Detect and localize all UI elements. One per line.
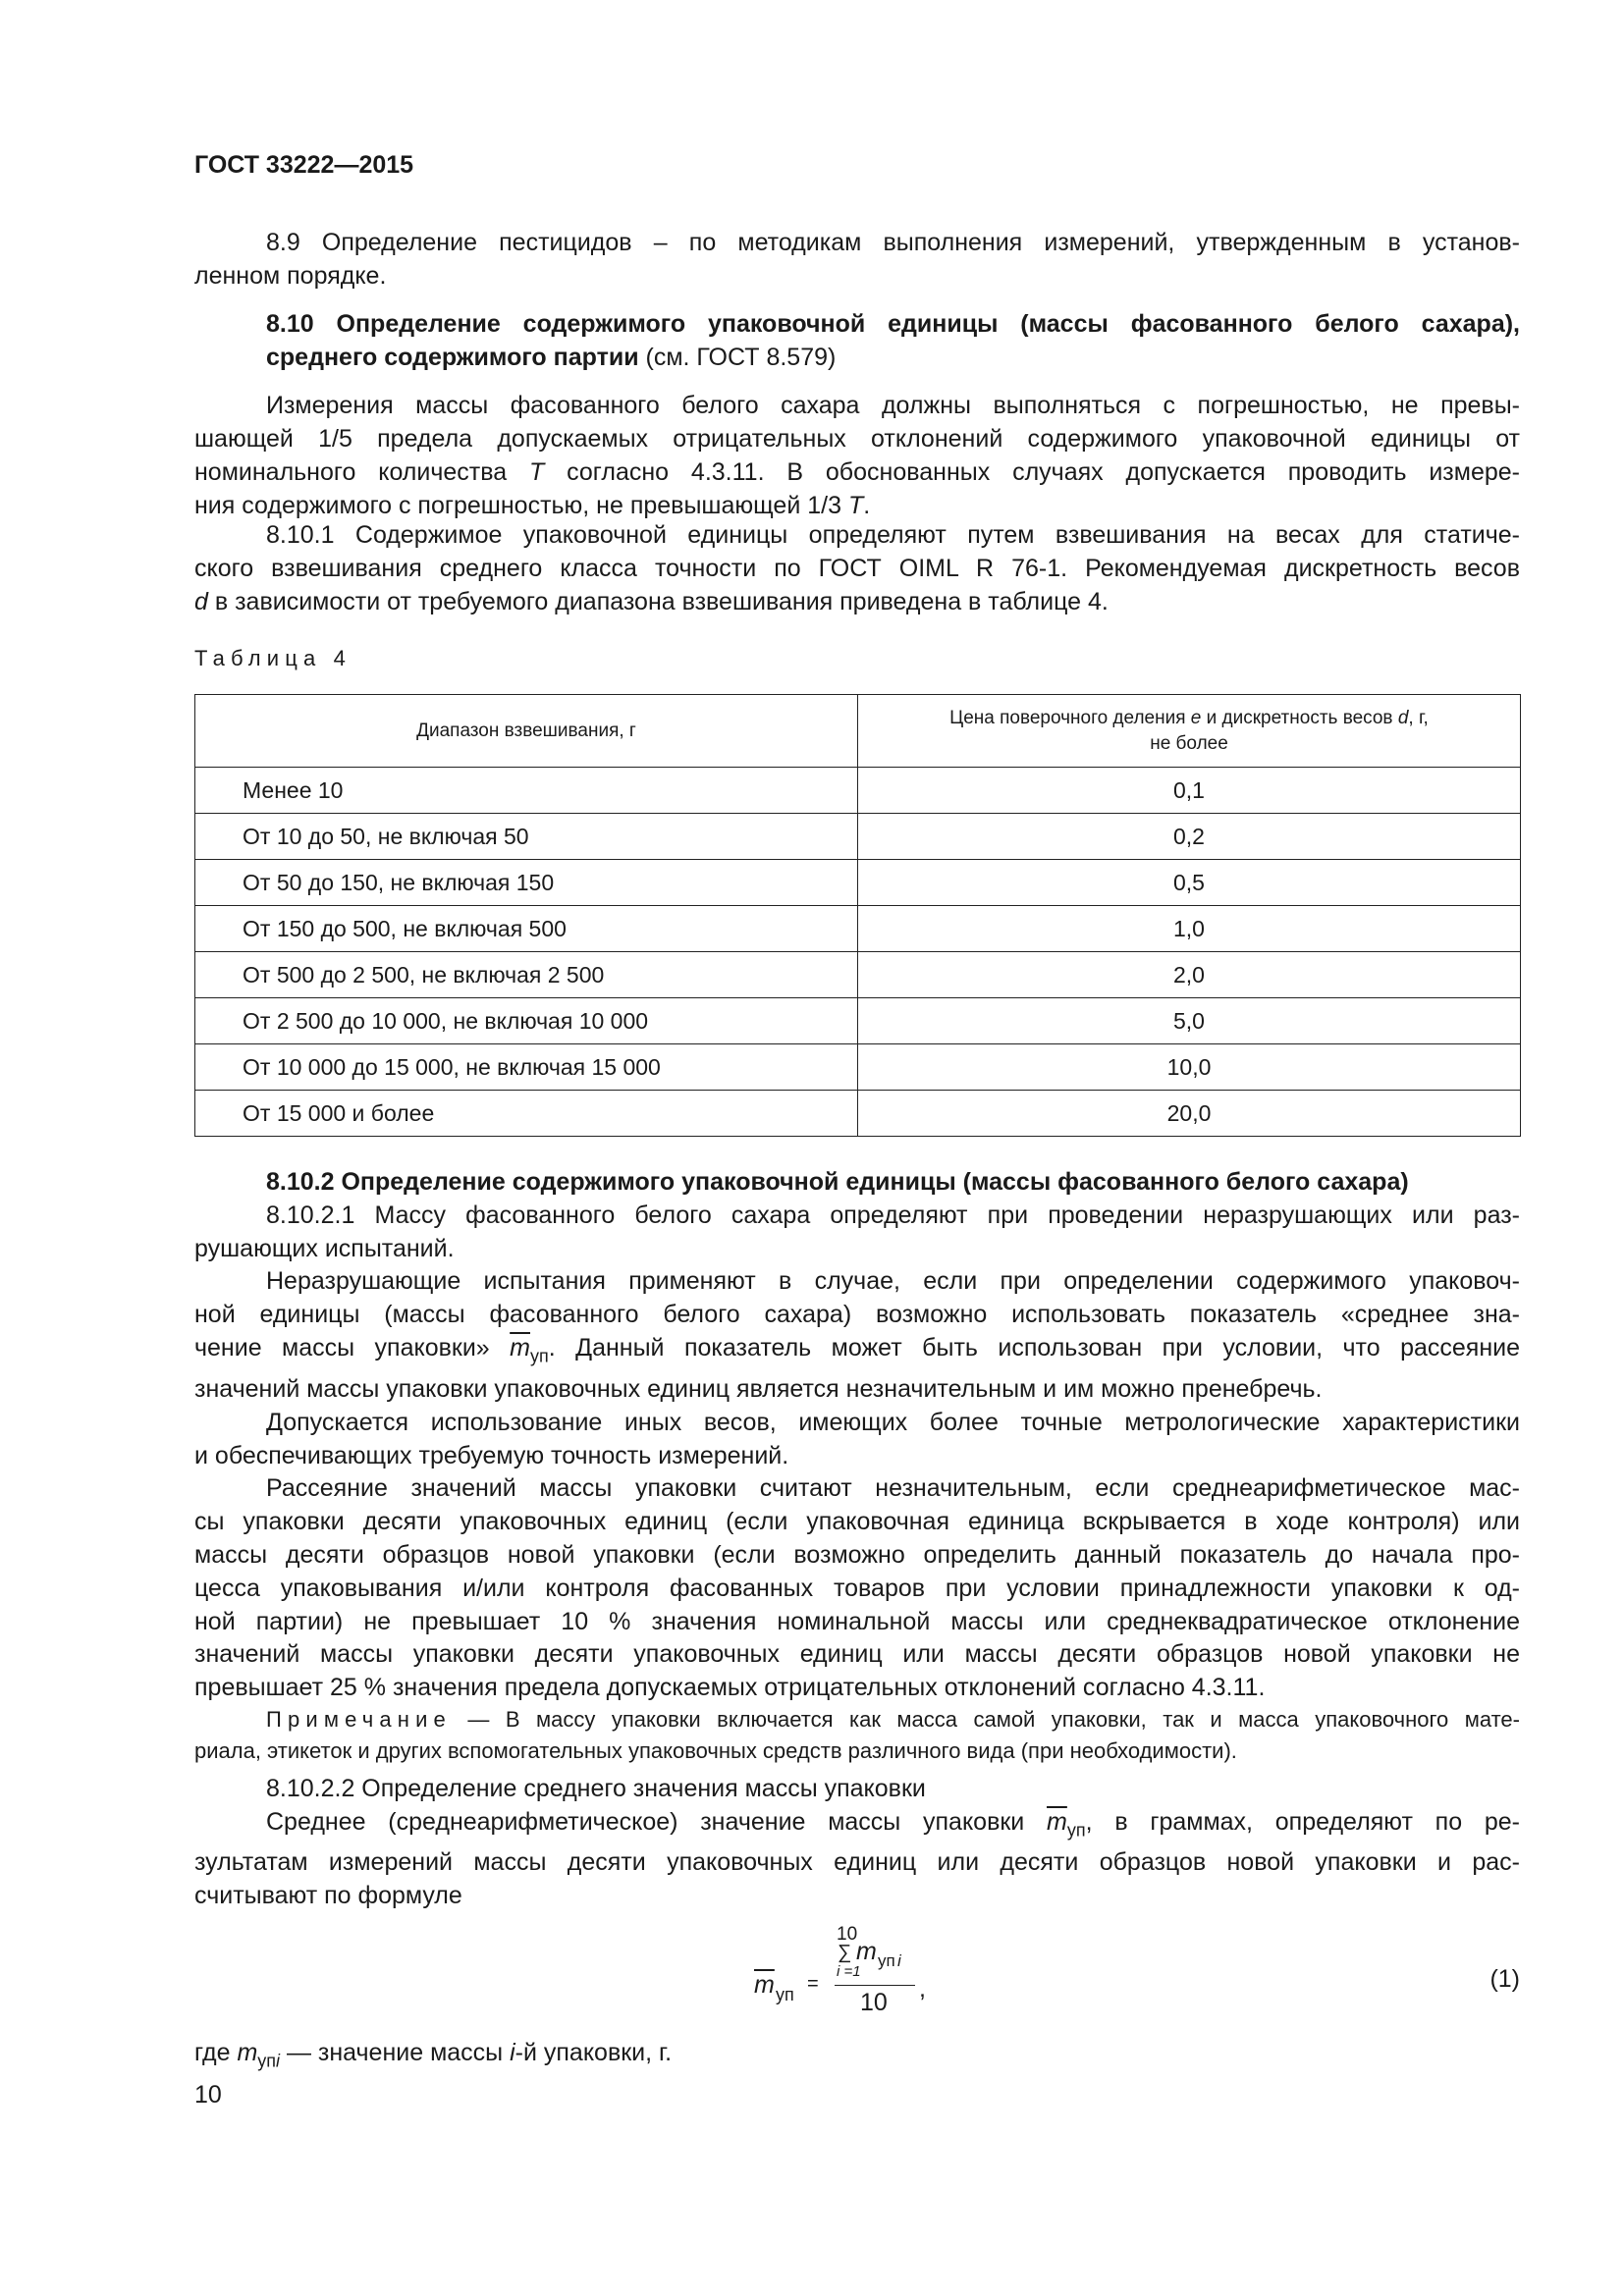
- formula-lhs-var: $\overline{m}$: [754, 1971, 775, 1999]
- text-segment: d: [194, 588, 208, 615]
- text-line: Рассеяние значений массы упаковки считают незначительным, если среднеарифметическое мас-: [266, 1474, 1520, 1503]
- fraction-bar: [835, 1985, 915, 1986]
- text-line: 8.9 Определение пестицидов – по методикам выполнения измерений, утвержденным в установ-: [266, 229, 1520, 256]
- table-row: [195, 860, 1521, 906]
- text-line: 8.10.2.1 Массу фасованного белого сахара определяют при проведении неразрушающих или раз-: [266, 1201, 1520, 1229]
- formula-sum-sub-i: i: [897, 1951, 901, 1970]
- text-line: рушающих испытаний.: [194, 1234, 455, 1262]
- text-segment: чение массы упаковки»: [194, 1333, 511, 1362]
- formula-sum-symbol: ∑: [838, 1942, 852, 1963]
- text-line: шающей 1/5 предела допускаемых отрицательных отклонений содержимого упаковочной единицы от: [194, 425, 1520, 453]
- text-line: [194, 1704, 1520, 1735]
- text-line: 8.10.1 Содержимое упаковочной единицы определяют путем взвешивания на весах для статиче-: [266, 521, 1520, 549]
- page-number: 10: [194, 2081, 222, 2109]
- discreteness-value-cell: 2,0: [858, 952, 1521, 998]
- weighing-range-cell: От 150 до 500, не включая 500: [195, 906, 858, 952]
- table-row: [195, 768, 1521, 814]
- section-8-10-2-2: [194, 1773, 1520, 1912]
- discreteness-value-cell: 0,1: [858, 768, 1521, 814]
- text-line: считывают по формуле: [194, 1881, 462, 1909]
- formula-sum-sub: уп: [878, 1951, 895, 1970]
- text-segment: 8.10 Определение содержимого упаковочной единицы (массы фасованного белого сахара),: [266, 310, 1520, 338]
- weighing-range-cell: От 15 000 и более: [195, 1091, 858, 1137]
- text-segment: (см. ГОСТ 8.579): [638, 344, 837, 371]
- table-row: [195, 814, 1521, 860]
- scale-discreteness-table: [194, 694, 1521, 1137]
- weighing-range-cell: От 500 до 2 500, не включая 2 500: [195, 952, 858, 998]
- formula-equals: =: [807, 1973, 819, 1995]
- formula-lhs-sub: уп: [776, 1985, 794, 2004]
- column-header-line: не более: [1150, 732, 1228, 754]
- text-line: массы десяти образцов новой упаковки (если возможно определить данный показатель до начала про-: [194, 1541, 1520, 1570]
- paragraph-8-10-1: [194, 518, 1520, 618]
- paragraph-measurement-accuracy: [194, 389, 1520, 522]
- text-segment: , в граммах, определяют по ре-: [1085, 1807, 1520, 1836]
- text-line: ленном порядке.: [194, 262, 387, 290]
- document-header: ГОСТ 33222—2015: [194, 151, 414, 179]
- equation-number: (1): [1489, 1965, 1520, 1993]
- text-line: зультатам измерений массы десяти упаковочных единиц или десяти образцов новой упаковки и рас-: [194, 1848, 1520, 1877]
- text-line: 8.10.2.2 Определение среднего значения массы упаковки: [266, 1775, 926, 1802]
- text-segment: ния содержимого с погрешностью, не превышающей 1/3: [194, 492, 848, 519]
- text-line: ной партии) не превышает 10 % значения номинальной массы или среднеквадратическое отклонение: [194, 1607, 1520, 1635]
- table-row: [195, 998, 1521, 1044]
- text-segment: i: [510, 2039, 515, 2066]
- text-line: цесса упаковывания и/или контроля фасованных товаров при условии принадлежности упаковки к од-: [194, 1574, 1520, 1602]
- text-segment: — В массу упаковки включается как масса самой упаковки, так и масса упаковочного мате-: [451, 1707, 1520, 1732]
- text-segment: .: [863, 492, 871, 519]
- text-segment: уп: [257, 2051, 277, 2071]
- discreteness-value-cell: 1,0: [858, 906, 1521, 952]
- table-row: [195, 1091, 1521, 1137]
- text-segment: i: [276, 2051, 281, 2071]
- text-segment: Среднее (среднеарифметическое) значение массы упаковки: [266, 1807, 1048, 1836]
- table-header-row: [195, 695, 1521, 768]
- weighing-range-cell: От 10 до 50, не включая 50: [195, 814, 858, 860]
- text-line: Измерения массы фасованного белого сахара должны выполняться с погрешностью, не превы-: [266, 392, 1520, 419]
- text-segment: -й упаковки, г.: [514, 2039, 673, 2066]
- text-line: ского взвешивания среднего класса точности по ГОСТ OIML R 76-1. Рекомендуемая дискретность весов: [194, 555, 1520, 582]
- discreteness-value-cell: 20,0: [858, 1091, 1521, 1137]
- text-line: [194, 455, 1520, 489]
- text-line: Неразрушающие испытания применяют в случае, если при определении содержимого упаковоч-: [266, 1267, 1520, 1296]
- table-caption: Таблица 4: [194, 646, 352, 670]
- table-row: [195, 1044, 1521, 1091]
- weighing-range-cell: От 10 000 до 15 000, не включая 15 000: [195, 1044, 858, 1091]
- column-header-range: Диапазон взвешивания, г: [195, 695, 858, 768]
- text-line: сы упаковки десяти упаковочных единиц (если упаковочная единица вскрывается в ходе контроля) или: [194, 1508, 1520, 1536]
- weighing-range-cell: От 50 до 150, не включая 150: [195, 860, 858, 906]
- text-segment: , г,: [1408, 707, 1429, 728]
- text-segment: $\overline{m}$: [1047, 1807, 1067, 1836]
- formula-mean-package-mass: [746, 1924, 943, 2022]
- where-clause: [194, 2036, 1520, 2077]
- text-line: [194, 341, 1520, 374]
- discreteness-value-cell: 0,2: [858, 814, 1521, 860]
- table-row: [195, 906, 1521, 952]
- section-8-10-2: [194, 1166, 1520, 1705]
- text-segment: T: [847, 492, 864, 519]
- text-line: [194, 585, 1520, 618]
- note: [194, 1704, 1520, 1767]
- text-line: Допускается использование иных весов, имеющих более точные метрологические характеристики: [266, 1408, 1520, 1436]
- text-segment: согласно 4.3.11. В обоснованных случаях допускается проводить измере-: [544, 458, 1520, 486]
- text-segment: Примечание: [266, 1707, 452, 1732]
- formula-sum-lower: i =1: [837, 1963, 861, 1980]
- text-line: превышает 25 % значения предела допускаемых отрицательных отклонений согласно 4.3.11.: [194, 1674, 1266, 1702]
- text-line: [194, 489, 1520, 522]
- text-segment: . Данный показатель может быть использован при условии, что рассеяние: [548, 1333, 1520, 1362]
- table-row: [195, 952, 1521, 998]
- paragraph-8-9: [194, 226, 1520, 293]
- text-line: [194, 307, 1520, 341]
- text-line: значений массы упаковки десяти упаковочных единиц или массы десяти образцов новой упаковки не: [194, 1640, 1520, 1669]
- formula-sum-var: m: [856, 1938, 877, 1965]
- text-segment: e: [1190, 707, 1202, 728]
- text-line: и обеспечивающих требуемую точность измерений.: [194, 1441, 789, 1469]
- column-header-discreteness: [858, 695, 1521, 768]
- text-segment: T: [528, 458, 545, 486]
- text-segment: и дискретность весов: [1201, 707, 1398, 728]
- text-line: [194, 1166, 1520, 1200]
- text-segment: Цена поверочного деления: [949, 707, 1191, 728]
- text-segment: номинального количества: [194, 458, 529, 486]
- text-segment: среднего содержимого партии: [266, 344, 639, 371]
- text-segment: 8.10.2 Определение содержимого упаковочной единицы (массы фасованного белого сахара): [266, 1168, 1409, 1196]
- text-line: [194, 1332, 1520, 1373]
- formula-sum-upper: 10: [837, 1924, 858, 1945]
- heading-8-10: [194, 307, 1520, 374]
- discreteness-value-cell: 10,0: [858, 1044, 1521, 1091]
- weighing-range-cell: Менее 10: [195, 768, 858, 814]
- text-line: ной единицы (массы фасованного белого сахара) возможно использовать показатель «среднее зна-: [194, 1301, 1520, 1329]
- text-segment: где: [194, 2039, 238, 2066]
- discreteness-value-cell: 5,0: [858, 998, 1521, 1044]
- formula-comma: ,: [919, 1975, 926, 2002]
- text-segment: уп: [1066, 1819, 1086, 1840]
- text-line: [194, 1806, 1520, 1847]
- text-segment: в зависимости от требуемого диапазона взвешивания приведена в таблице 4.: [207, 588, 1109, 615]
- text-segment: d: [1397, 707, 1409, 728]
- text-line: значений массы упаковки упаковочных единиц является незначительным и им можно пренебречь.: [194, 1375, 1323, 1404]
- text-segment: уп: [530, 1346, 549, 1366]
- text-segment: — значение массы: [280, 2039, 511, 2066]
- discreteness-value-cell: 0,5: [858, 860, 1521, 906]
- text-segment: m: [237, 2039, 258, 2066]
- formula-denominator: 10: [860, 1989, 888, 2016]
- text-segment: $\overline{m}$: [510, 1333, 530, 1362]
- column-header-line: [858, 706, 1520, 731]
- text-line: риала, этикеток и других вспомогательных упаковочных средств различного вида (при необходимости).: [194, 1738, 1237, 1763]
- weighing-range-cell: От 2 500 до 10 000, не включая 10 000: [195, 998, 858, 1044]
